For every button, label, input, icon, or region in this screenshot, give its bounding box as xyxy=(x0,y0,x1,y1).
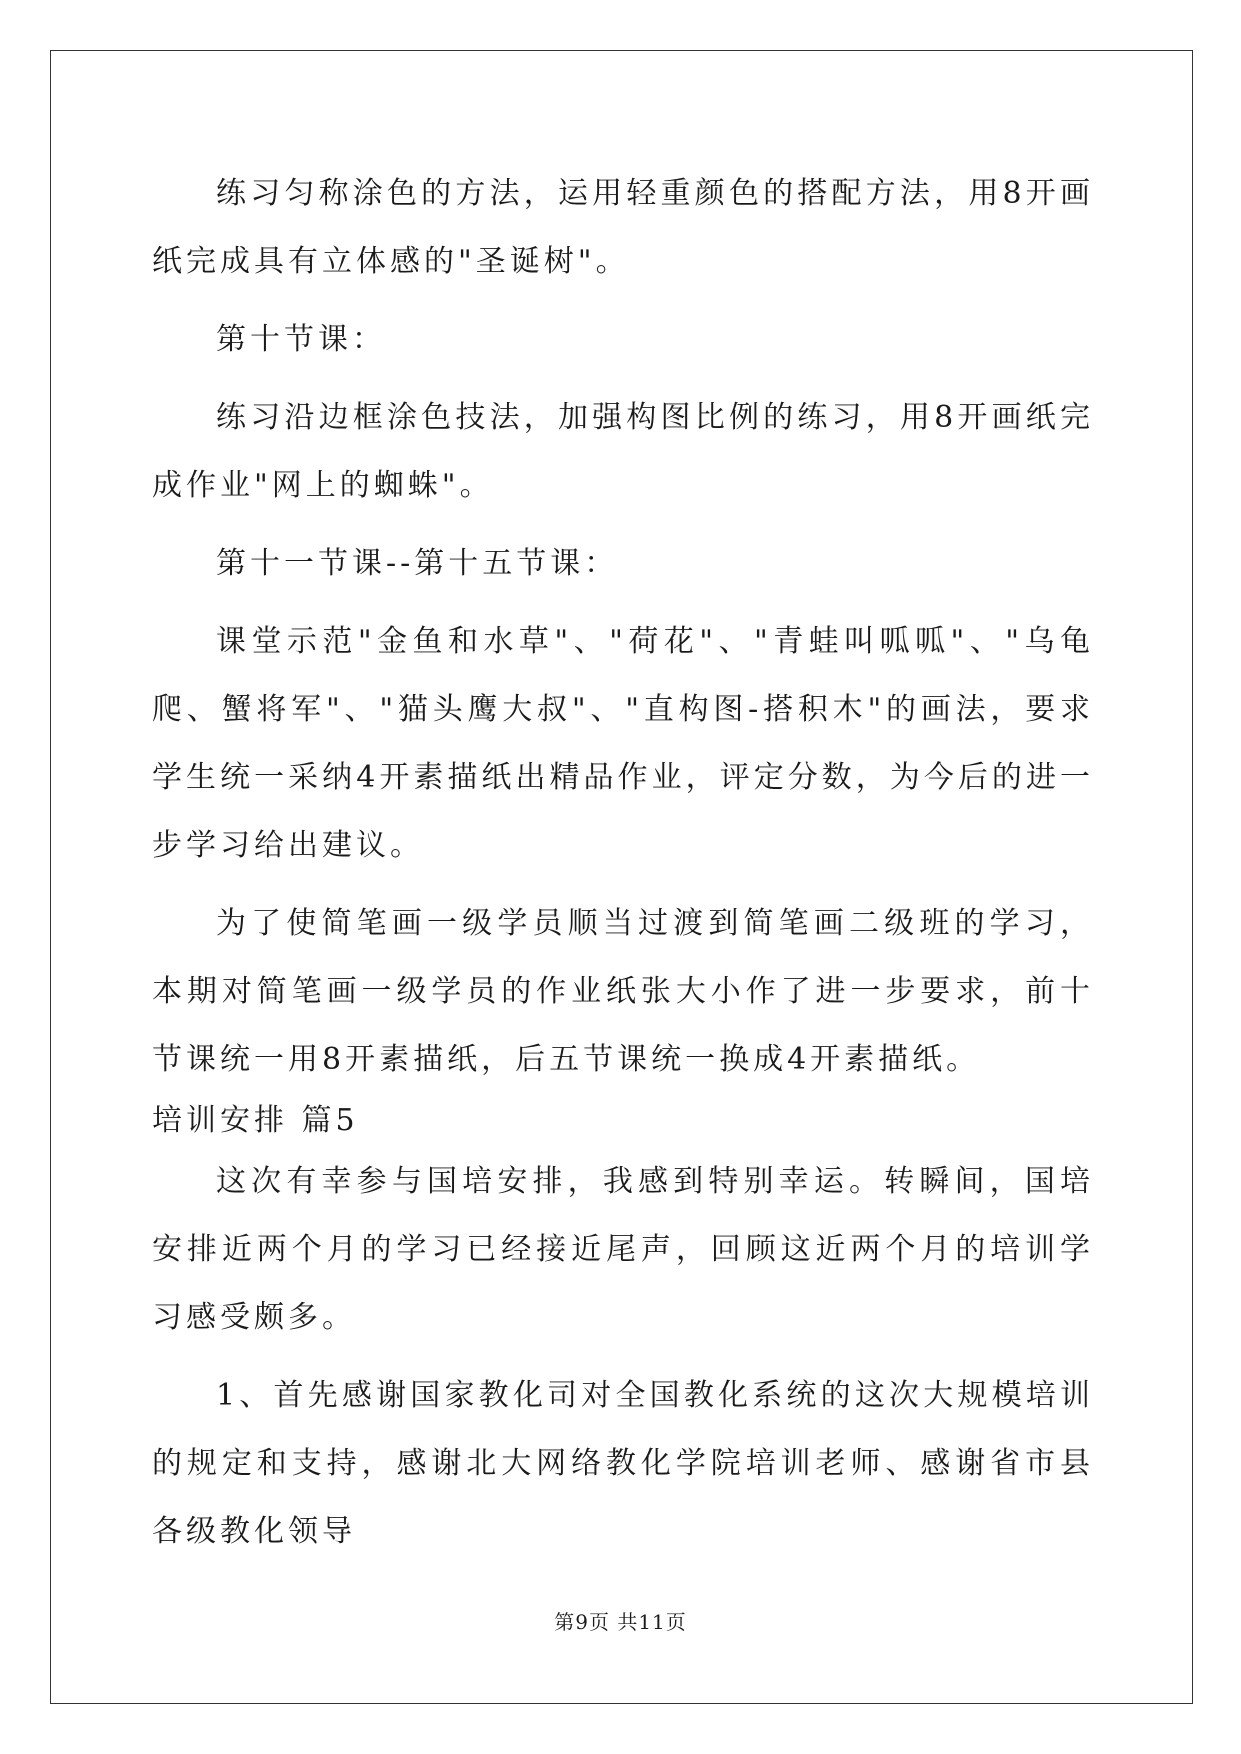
paragraph-christmas-tree: 练习匀称涂色的方法，运用轻重颜色的搭配方法，用8开画纸完成具有立体感的"圣诞树"。 xyxy=(152,176,1094,279)
paragraph-thanks: 1、首先感谢国家教化司对全国教化系统的这次大规模培训的规定和支持，感谢北大网络教化学院培训老师、感谢省市县各级教化领导 xyxy=(152,1378,1094,1549)
document-body xyxy=(152,160,1094,1566)
paragraph-lesson-ten-title: 第十节课： xyxy=(216,322,386,357)
paragraph-training-intro: 这次有幸参与国培安排，我感到特别幸运。转瞬间，国培安排近两个月的学习已经接近尾声，回顾这近两个月的培训学习感受颇多。 xyxy=(152,1164,1094,1335)
paragraph-lessons-eleven-fifteen-title: 第十一节课--第十五节课： xyxy=(216,546,619,581)
page-footer: 第9页 共11页 xyxy=(554,1610,687,1634)
paragraph-classroom-demo: 课堂示范"金鱼和水草"、"荷花"、"青蛙叫呱呱"、"乌龟爬、蟹将军"、"猫头鹰大叔"、"直构图-搭积木"的画法，要求学生统一采纳4开素描纸出精品作业，评定分数，为今后的进一步学习给出建议。 xyxy=(152,624,1094,863)
paragraph-spider-web: 练习沿边框涂色技法，加强构图比例的练习，用8开画纸完成作业"网上的蜘蛛"。 xyxy=(152,400,1094,503)
paragraph-paper-size-requirement: 为了使简笔画一级学员顺当过渡到简笔画二级班的学习，本期对简笔画一级学员的作业纸张大小作了进一步要求，前十节课统一用8开素描纸，后五节课统一换成4开素描纸。 xyxy=(152,906,1094,1077)
section-heading: 培训安排 篇5 xyxy=(152,1103,359,1138)
